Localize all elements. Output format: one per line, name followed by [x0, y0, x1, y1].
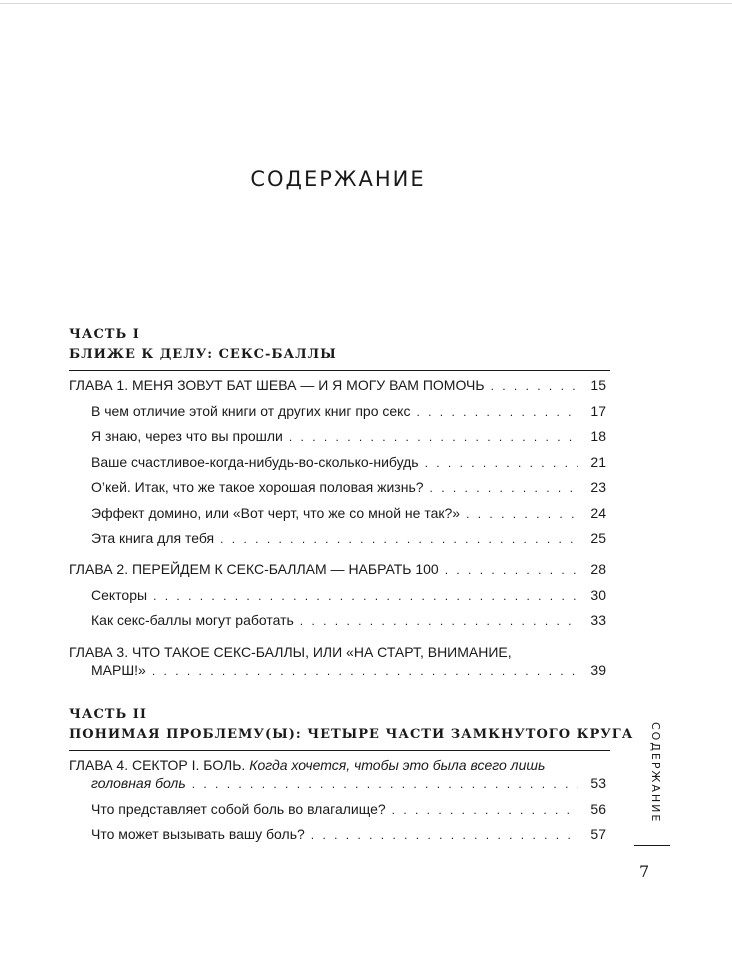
toc-entry-subtitle: Когда хочется, чтобы это была всего лишь	[249, 757, 546, 773]
toc-chapter-3[interactable]	[91, 662, 606, 678]
toc-page-number: 28	[590, 561, 606, 577]
toc-section[interactable]	[91, 826, 606, 842]
toc-entry-text: О’кей. Итак, что же такое хорошая половая жизнь?	[91, 479, 424, 495]
page-title: СОДЕРЖАНИЕ	[250, 167, 426, 191]
toc-entry-text: Эффект домино, или «Вот черт, что же со мной не так?»	[91, 505, 461, 521]
toc-entry-text: Я знаю, через что вы прошли	[91, 428, 283, 444]
part-1-label: ЧАСТЬ I	[69, 327, 140, 342]
part-1-rule	[69, 370, 610, 371]
toc-page-number: 30	[590, 587, 606, 603]
toc-page-number: 56	[590, 801, 606, 817]
toc-page-number: 21	[590, 454, 606, 470]
toc-leader-dots	[153, 589, 578, 603]
toc-entry-text: Что может вызывать вашу боль?	[91, 826, 305, 842]
toc-page-number: 15	[590, 377, 606, 393]
toc-section[interactable]	[91, 587, 606, 603]
toc-leader-dots	[152, 664, 578, 678]
part-1-title: БЛИЖЕ К ДЕЛУ: СЕКС-БАЛЛЫ	[69, 347, 337, 362]
toc-leader-dots	[300, 614, 578, 628]
toc-leader-dots	[416, 405, 578, 419]
toc-page-number: 18	[590, 428, 606, 444]
toc-leader-dots	[491, 379, 578, 393]
toc-section[interactable]	[91, 505, 606, 521]
toc-page-number: 24	[590, 505, 606, 521]
toc-section[interactable]	[91, 403, 606, 419]
toc-chapter-3-line-1[interactable]: ГЛАВА 3. ЧТО ТАКОЕ СЕКС-БАЛЛЫ, ИЛИ «НА СТАРТ, ВНИМАНИЕ,	[69, 644, 512, 660]
toc-section[interactable]	[91, 530, 606, 546]
toc-leader-dots	[289, 430, 578, 444]
toc-entry-text: Ваше счастливое-когда-нибудь-во-сколько-нибудь	[91, 454, 419, 470]
toc-page-number: 23	[590, 479, 606, 495]
top-edge-line	[0, 3, 732, 4]
part-2-label: ЧАСТЬ II	[69, 707, 147, 722]
page-number: 7	[639, 862, 650, 881]
toc-section[interactable]	[91, 801, 606, 817]
running-header-vertical: СОДЕРЖАНИЕ	[649, 722, 662, 824]
toc-leader-dots	[220, 532, 578, 546]
toc-chapter-1[interactable]	[69, 377, 606, 393]
toc-section[interactable]	[91, 428, 606, 444]
part-2-rule	[69, 750, 610, 751]
toc-entry-text: Эта книга для тебя	[91, 530, 215, 546]
toc-entry-text: ГЛАВА 1. МЕНЯ ЗОВУТ БАТ ШЕВА — И Я МОГУ ВАМ ПОМОЧЬ	[69, 377, 485, 393]
toc-entry-text: Как секс-баллы могут работать	[91, 612, 294, 628]
toc-leader-dots	[425, 456, 578, 470]
toc-page-number: 25	[590, 530, 606, 546]
toc-page-number: 53	[590, 775, 606, 791]
toc-chapter-2[interactable]	[69, 561, 606, 577]
toc-chapter-4[interactable]	[91, 775, 606, 791]
toc-page-number: 17	[590, 403, 606, 419]
toc-section[interactable]	[91, 454, 606, 470]
toc-leader-dots	[430, 481, 578, 495]
toc-chapter-4-line-1[interactable]	[69, 757, 545, 773]
toc-entry-text: ГЛАВА 2. ПЕРЕЙДЕМ К СЕКС-БАЛЛАМ — НАБРАТЬ 100	[69, 561, 439, 577]
toc-entry-text: Секторы	[91, 587, 148, 603]
toc-section[interactable]	[91, 612, 606, 628]
toc-entry-text: МАРШ!»	[91, 662, 146, 678]
toc-entry-text: Что представляет собой боль во влагалище?	[91, 801, 386, 817]
part-2-title: ПОНИМАЯ ПРОБЛЕМУ(Ы): ЧЕТЫРЕ ЧАСТИ ЗАМКНУТОГО КРУГА	[69, 727, 634, 742]
toc-page-number: 39	[590, 662, 606, 678]
toc-entry-subtitle: головная боль	[91, 775, 186, 791]
toc-entry-text: ГЛАВА 4. СЕКТОР I. БОЛЬ.	[69, 757, 250, 773]
toc-leader-dots	[445, 563, 578, 577]
toc-entry-text: В чем отличие этой книги от других книг про секс	[91, 403, 411, 419]
toc-leader-dots	[466, 507, 578, 521]
margin-rule	[634, 845, 670, 846]
toc-leader-dots	[192, 777, 578, 791]
toc-section[interactable]	[91, 479, 606, 495]
toc-leader-dots	[311, 828, 578, 842]
toc-page-number: 33	[590, 612, 606, 628]
toc-page-number: 57	[590, 826, 606, 842]
toc-leader-dots	[392, 803, 578, 817]
